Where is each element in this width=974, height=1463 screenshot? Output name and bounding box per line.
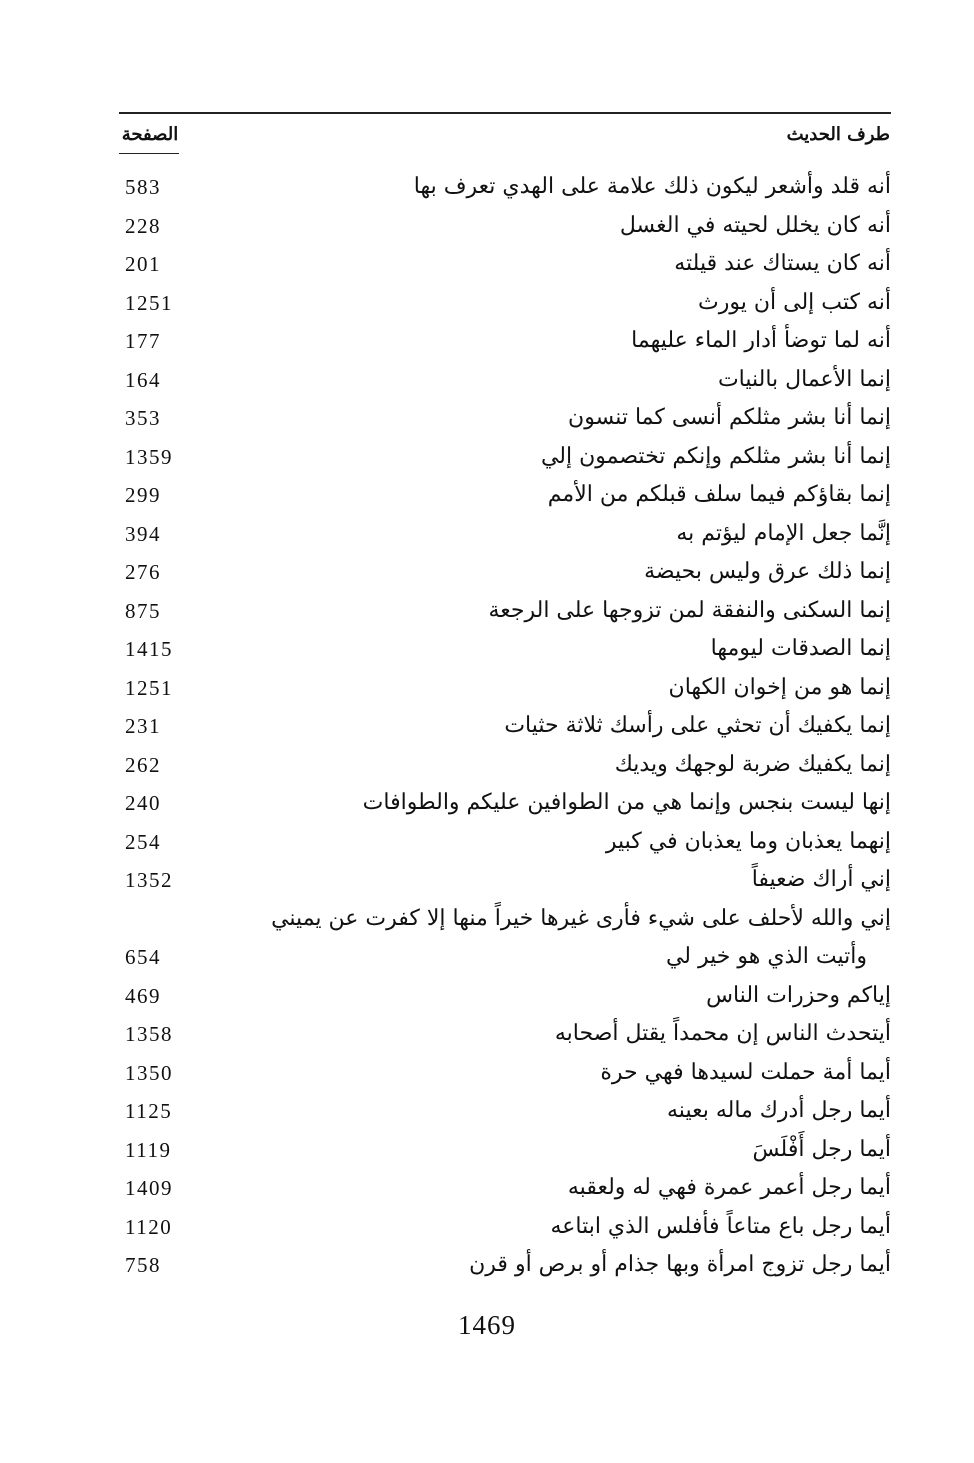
hadith-text-line1: إني والله لأحلف على شيء فأرى غيرها خيراً منها إلا كفرت عن يميني: [271, 905, 891, 931]
index-row: [119, 515, 891, 554]
hadith-text: إنما يكفيك أن تحثي على رأسك ثلاثة حثيات: [504, 713, 891, 738]
hadith-text: إنما بقاؤكم فيما سلف قبلكم من الأمم: [547, 482, 891, 507]
page-ref: 1358: [125, 1022, 173, 1046]
hadith-text: أنه قلد وأشعر ليكون ذلك علامة على الهدي تعرف بها: [413, 174, 891, 199]
page-ref: 262: [125, 752, 161, 777]
page-ref: 583: [125, 175, 161, 199]
page-ref: 164: [125, 367, 161, 392]
index-row: [119, 630, 891, 669]
hadith-text: أنه كان يخلل لحيته في الغسل: [619, 212, 891, 238]
index-row: [119, 1054, 891, 1093]
page-number: 1469: [458, 1310, 516, 1340]
hadith-text: أيما رجل أَفْلَسَ: [752, 1136, 891, 1162]
index-row: [119, 1131, 891, 1170]
index-row: [119, 399, 891, 438]
hadith-text: إنما هو من إخوان الكهان: [668, 674, 891, 700]
page-ref: 231: [125, 714, 161, 738]
page-ref: 299: [125, 483, 161, 507]
page-ref: 1251: [125, 290, 173, 315]
page-ref: 1352: [125, 868, 173, 892]
page-ref: 1415: [125, 637, 173, 661]
hadith-text: إنما يكفيك ضربة لوجهك ويديك: [614, 751, 891, 777]
hadith-text: إني أراك ضعيفاً: [751, 867, 891, 892]
index-row: [119, 361, 891, 400]
hadith-text-line2: وأتيت الذي هو خير لي: [665, 944, 867, 969]
index-row: [119, 861, 891, 900]
index-row: [119, 1208, 891, 1247]
page-column-header: الصفحة: [121, 124, 179, 145]
page-ref: 276: [125, 560, 161, 584]
hadith-text: أيتحدث الناس إن محمداً يقتل أصحابه: [554, 1021, 891, 1046]
index-row: [119, 1169, 891, 1208]
hadith-text: إنما أنا بشر مثلكم أنسى كما تنسون: [568, 405, 891, 430]
hadith-text: أنه كتب إلى أن يورث: [698, 289, 891, 315]
hadith-text: [191, 900, 891, 977]
page-ref: 1251: [125, 675, 173, 700]
header-rule: [119, 112, 891, 114]
index-row: [119, 746, 891, 785]
hadith-text: أنه كان يستاك عند قيلته: [674, 251, 891, 276]
page-ref: 758: [125, 1253, 161, 1277]
page-column-underline: [119, 153, 179, 154]
hadith-column-header: طرف الحديث: [786, 124, 890, 145]
hadith-text: إنما الأعمال بالنيات: [717, 366, 891, 392]
hadith-text: إنما السكنى والنفقة لمن تزوجها على الرجعة: [488, 597, 891, 623]
index-row: [119, 476, 891, 515]
index-row: [119, 207, 891, 246]
page-ref: 240: [125, 791, 161, 815]
page-ref: 1125: [125, 1099, 173, 1123]
index-row: [119, 1092, 891, 1131]
page-ref: 1350: [125, 1060, 173, 1085]
hadith-text: إياكم وحزرات الناس: [706, 982, 891, 1008]
index-row: [119, 592, 891, 631]
page-ref: 875: [125, 598, 161, 623]
page-ref: 394: [125, 521, 161, 546]
hadith-text: إنما الصدقات ليومها: [710, 636, 891, 661]
index-row: [119, 1246, 891, 1285]
hadith-text: إنما أنا بشر مثلكم وإنكم تختصمون إلي: [540, 443, 891, 469]
index-list: [119, 168, 891, 1285]
index-row: [119, 245, 891, 284]
page-ref: 654: [125, 945, 161, 969]
page-ref: 1120: [125, 1214, 173, 1239]
index-row: [119, 707, 891, 746]
index-row: [119, 977, 891, 1016]
hadith-text: إنَّما جعل الإمام ليؤتم به: [676, 520, 891, 546]
hadith-text: أيما رجل تزوج امرأة وبها جذام أو برص أو قرن: [469, 1252, 891, 1277]
index-row: [119, 669, 891, 708]
page-ref: 469: [125, 983, 161, 1008]
index-row: [119, 823, 891, 862]
page-ref: 254: [125, 829, 161, 854]
index-row: [119, 284, 891, 323]
hadith-text: إنهما يعذبان وما يعذبان في كبير: [605, 828, 891, 854]
page-ref: 353: [125, 406, 161, 430]
index-row: [119, 553, 891, 592]
page-ref: 1409: [125, 1176, 173, 1200]
page-ref: 1359: [125, 444, 173, 469]
index-row: [119, 168, 891, 207]
hadith-text: أيما رجل أعمر عمرة فهي له ولعقبه: [567, 1175, 891, 1200]
page-ref: 201: [125, 252, 161, 276]
hadith-text: أيما أمة حملت لسيدها فهي حرة: [600, 1059, 891, 1085]
hadith-text: أنه لما توضأ أدار الماء عليهما: [631, 328, 891, 353]
page-ref: 228: [125, 213, 161, 238]
page-ref: 1119: [125, 1137, 172, 1162]
hadith-text: إنها ليست بنجس وإنما هي من الطوافين عليكم والطوافات: [362, 790, 891, 815]
hadith-text: إنما ذلك عرق وليس بحيضة: [644, 559, 891, 584]
index-row: [119, 322, 891, 361]
index-row: [119, 900, 891, 977]
index-row: [119, 1015, 891, 1054]
hadith-text: أيما رجل باع متاعاً فأفلس الذي ابتاعه: [550, 1213, 891, 1239]
hadith-text: أيما رجل أدرك ماله بعينه: [667, 1098, 891, 1123]
index-row: [119, 784, 891, 823]
page-ref: 177: [125, 329, 161, 353]
index-row: [119, 438, 891, 477]
